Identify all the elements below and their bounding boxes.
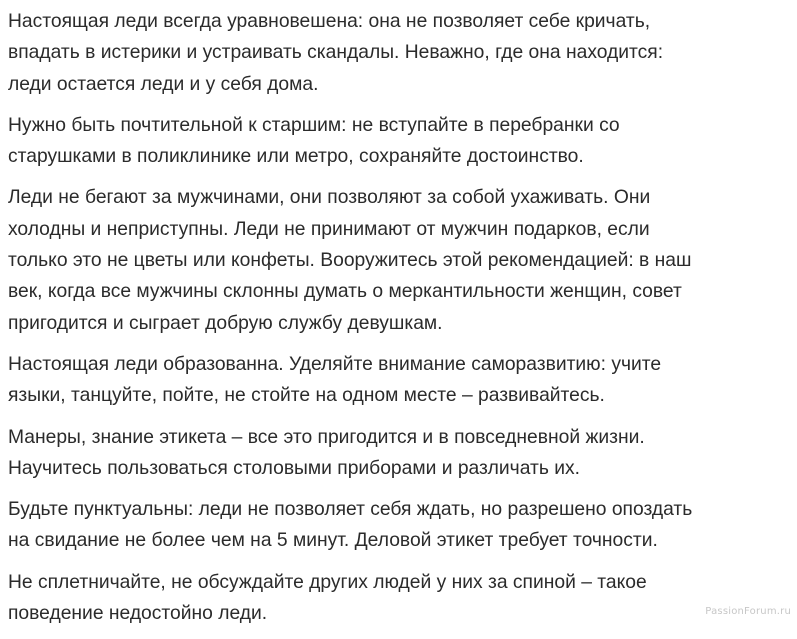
text-line: леди остается леди и у себя дома. [8, 72, 319, 95]
text-line: Леди не бегают за мужчинами, они позволяют за собой ухаживать. Они [8, 186, 651, 209]
text-line: поведение недостойно леди. [8, 602, 268, 625]
text-line: Настоящая леди всегда уравновешена: она не позволяет себе кричать, [8, 10, 651, 32]
paragraph-1 [8, 6, 793, 100]
text-line: век, когда все мужчины склонны думать о меркантильности женщин, совет [8, 280, 682, 303]
text-line: только это не цветы или конфеты. Вооружитесь этой рекомендацией: в наш [8, 249, 692, 272]
text-line: Научитесь пользоваться столовыми приборами и различать их. [8, 456, 580, 479]
text-line: Настоящая леди образованна. Уделяйте внимание саморазвитию: учите [8, 352, 662, 375]
text-line: языки, танцуйте, пойте, не стойте на одном месте – развивайтесь. [8, 384, 605, 407]
paragraph-5 [8, 422, 793, 485]
article-body [8, 6, 793, 639]
text-line: впадать в истерики и устраивать скандалы. Неважно, где она находится: [8, 41, 664, 64]
text-line: пригодится и сыграет добрую службу девушкам. [8, 311, 443, 334]
text-line: Нужно быть почтительной к старшим: не вступайте в перебранки со [8, 113, 620, 136]
text-line: Не сплетничайте, не обсуждайте других людей у них за спиной – такое [8, 570, 647, 593]
paragraph-6 [8, 494, 793, 557]
text-line: Манеры, знание этикета – все это пригодится и в повседневной жизни. [8, 425, 645, 448]
paragraph-4 [8, 349, 793, 412]
site-watermark: PassionForum.ru [705, 606, 791, 617]
text-line: старушками в поликлинике или метро, сохраняйте достоинство. [8, 145, 584, 168]
paragraph-2 [8, 110, 793, 173]
text-line: холодны и неприступны. Леди не принимают от мужчин подарков, если [8, 217, 650, 240]
paragraph-3 [8, 182, 793, 338]
text-line: Будьте пунктуальны: леди не позволяет себя ждать, но разрешено опоздать [8, 498, 693, 521]
text-line: на свидание не более чем на 5 минут. Деловой этикет требует точности. [8, 529, 658, 552]
paragraph-7 [8, 567, 793, 630]
